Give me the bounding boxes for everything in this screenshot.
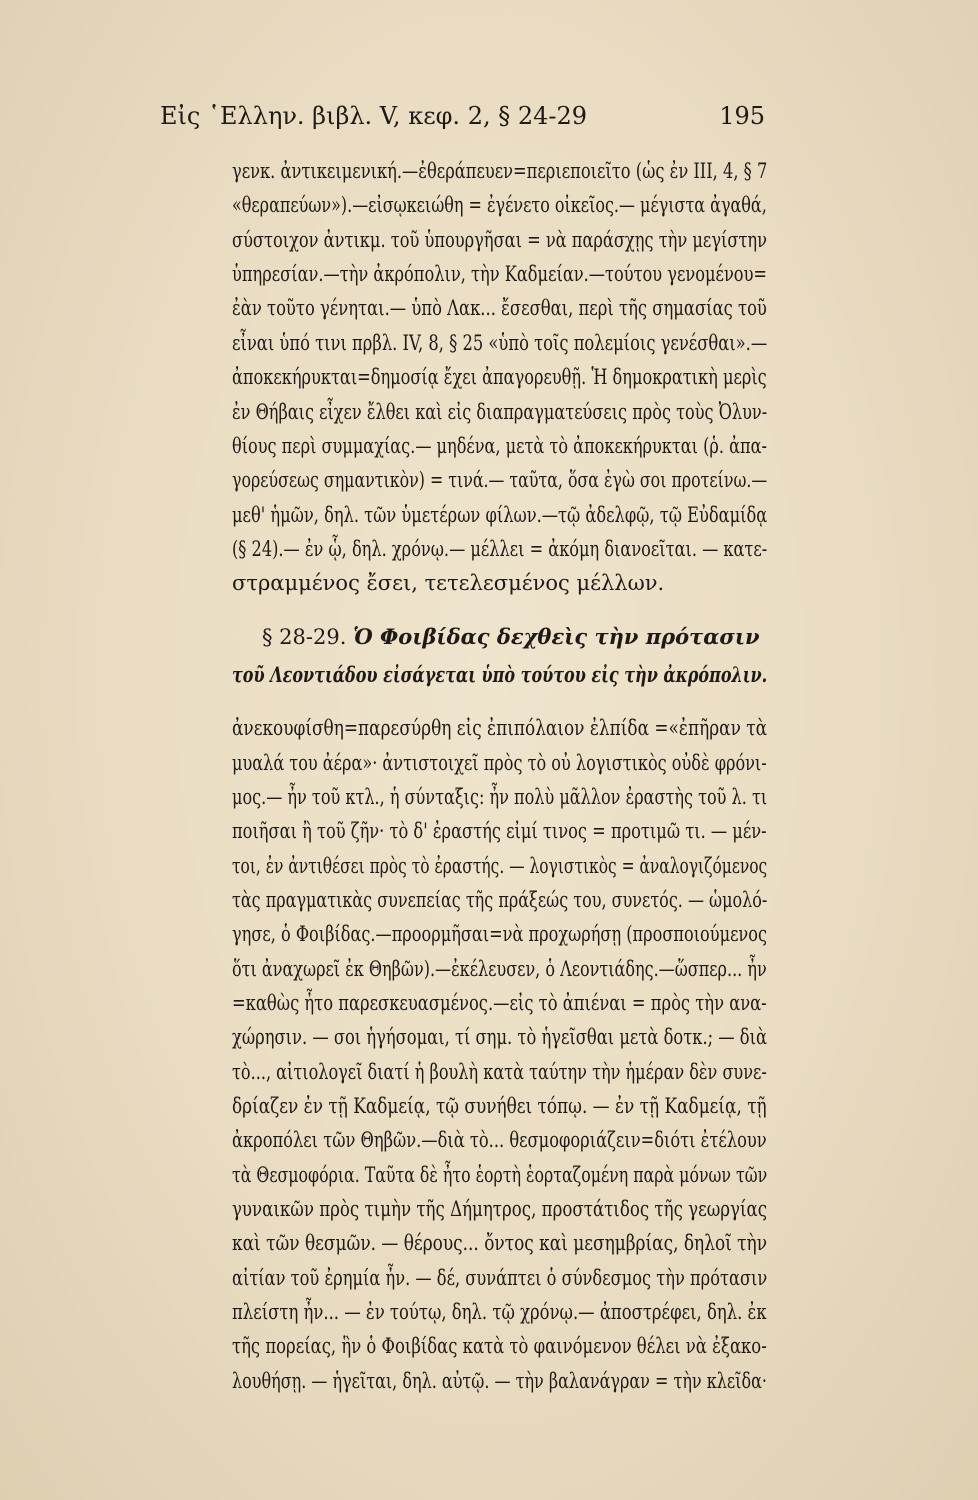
text-line: τὰς πραγματικὰς συνεπείας τῆς πράξεώς του, συνετός. — ὡμολό-: [232, 888, 768, 912]
text-line: γησε, ὁ Φοιβίδας.—προορμῆσαι=νὰ προχωρήσῃ (προσποιούμενος: [232, 922, 768, 946]
section-heading-line-1: [262, 622, 760, 652]
text-line: λουθήσῃ. — ἡγεῖται, δηλ. αὐτῷ. — τὴν βαλανάγραν = τὴν κλεῖδα·: [232, 1369, 767, 1393]
text-line: γορεύσεως σημαντικὸν) = τινά.— ταῦτα, ὅσα ἐγὼ σοι προτείνω.—: [232, 468, 768, 492]
text-line: ἐὰν τοῦτο γένηται.— ὑπὸ Λακ... ἔσεσθαι, περὶ τῆς σημασίας τοῦ: [232, 296, 767, 320]
text-line: τοι, ἐν ἀντιθέσει πρὸς τὸ ἐραστής. — λογιστικὸς = ἀναλογιζόμενος: [232, 854, 768, 878]
text-line: «θεραπεύων»).—εἰσῳκειώθη = ἐγένετο οἰκεῖος.— μέγιστα ἀγαθά,: [232, 193, 767, 217]
text-line: δρίαζεν ἐν τῇ Καδμείᾳ, τῷ συνήθει τόπῳ. — ἐν τῇ Καδμείᾳ, τῇ: [232, 1094, 767, 1118]
text-line: τὰ Θεσμοφόρια. Ταῦτα δὲ ἦτο ἑορτὴ ἑορταζομένη παρὰ μόνων τῶν: [232, 1163, 768, 1187]
section-reference: § 28-29.: [262, 625, 347, 649]
text-line: ἀνεκουφίσθη=παρεσύρθη εἰς ἐπιπόλαιον ἐλπίδα =«ἐπῆραν τὰ: [232, 716, 768, 740]
text-line: τῆς πορείας, ἣν ὁ Φοιβίδας κατὰ τὸ φαινόμενον θέλει νὰ ἐξακο-: [232, 1334, 767, 1358]
text-line: εἶναι ὑπό τινι πρβλ. IV, 8, § 25 «ὑπὸ τοῖς πολεμίοις γενέσθαι».—: [232, 331, 768, 355]
running-title: Εἰς ῾Ελλην. βιβλ. V, κεφ. 2, § 24-29: [160, 102, 588, 130]
section-heading-line-2: τοῦ Λεοντιάδου εἰσάγεται ὑπὸ τούτου εἰς τὴν ἀκρόπολιν.: [232, 662, 768, 687]
text-line: χώρησιν. — σοι ἡγήσομαι, τί σημ. τὸ ἡγεῖσθαι μετὰ δοτκ.; — διὰ: [232, 1025, 768, 1049]
text-line: σύστοιχον ἀντικμ. τοῦ ὑπουργῆσαι = νὰ παράσχῃς τὴν μεγίστην: [232, 228, 767, 252]
text-line: ποιῆσαι ἢ τοῦ ζῆν· τὸ δ' ἐραστής εἰμί τινος = προτιμῶ τι. — μέν-: [232, 819, 767, 843]
page-number: 195: [719, 102, 765, 130]
text-line: (§ 24).— ἐν ᾧ, δηλ. χρόνῳ.— μέλλει = ἀκόμη διανοεῖται. — κατε-: [232, 537, 768, 561]
text-line: στραμμένος ἔσει, τετελεσμένος μέλλων.: [232, 571, 665, 595]
text-line: μος.— ἦν τοῦ κτλ., ἡ σύνταξις: ἦν πολὺ μᾶλλον ἐραστὴς τοῦ λ. τι: [232, 785, 768, 809]
text-line: =καθὼς ἦτο παρεσκευασμένος.—εἰς τὸ ἀπιέναι = πρὸς τὴν ανα-: [232, 991, 767, 1015]
text-line: ὑπηρεσίαν.—τὴν ἀκρόπολιν, τὴν Καδμείαν.—τούτου γενομένου=: [232, 262, 768, 286]
text-line: γενκ. ἀντικειμενική.—ἐθεράπευεν=περιεποιεῖτο (ὡς ἐν III, 4, § 7: [232, 159, 768, 183]
text-line: ἀποκεκήρυκται=δημοσίᾳ ἔχει ἀπαγορευθῇ. Ἡ δημοκρατικὴ μερὶς: [232, 365, 767, 389]
text-line: πλείστη ἦν... — ἐν τούτῳ, δηλ. τῷ χρόνῳ.— ἀποστρέφει, δηλ. ἐκ: [232, 1300, 767, 1324]
text-line: ὅτι ἀναχωρεῖ ἐκ Θηβῶν).—ἐκέλευσεν, ὁ Λεοντιάδης.—ὥσπερ... ἦν: [232, 957, 767, 981]
section-heading-text: Ὁ Φοιβίδας δεχθεὶς τὴν πρότασιν: [353, 624, 760, 649]
running-header: [160, 98, 765, 134]
text-line: γυναικῶν πρὸς τιμὴν τῆς Δήμητρος, προστάτιδος τῆς γεωργίας: [232, 1197, 768, 1221]
text-line: καὶ τῶν θεσμῶν. — θέρους... ὄντος καὶ μεσημβρίας, δηλοῖ τὴν: [232, 1231, 768, 1255]
text-line: θίους περὶ συμμαχίας.— μηδένα, μετὰ τὸ ἀποκεκήρυκται (ῥ. ἀπα-: [232, 434, 767, 458]
text-line: ἐν Θήβαις εἶχεν ἔλθει καὶ εἰς διαπραγματεύσεις πρὸς τοὺς Ὀλυν-: [232, 400, 768, 424]
text-line: μυαλά του ἀέρα»· ἀντιστοιχεῖ πρὸς τὸ οὐ λογιστικὸς οὐδὲ φρόνι-: [232, 751, 767, 775]
text-line: μεθ' ἡμῶν, δηλ. τῶν ὑμετέρων φίλων.—τῷ ἀδελφῷ, τῷ Εὐδαμίδᾳ: [232, 503, 768, 527]
text-line: τὸ..., αἰτιολογεῖ διατί ἡ βουλὴ κατὰ ταύτην τὴν ἡμέραν δὲν συνε-: [232, 1060, 767, 1084]
text-line: ἀκροπόλει τῶν Θηβῶν.—διὰ τὸ... θεσμοφοριάζειν=διότι ἐτέλουν: [232, 1128, 767, 1152]
text-line: αἰτίαν τοῦ ἐρημία ἦν. — δέ, συνάπτει ὁ σύνδεσμος τὴν πρότασιν: [232, 1266, 768, 1290]
